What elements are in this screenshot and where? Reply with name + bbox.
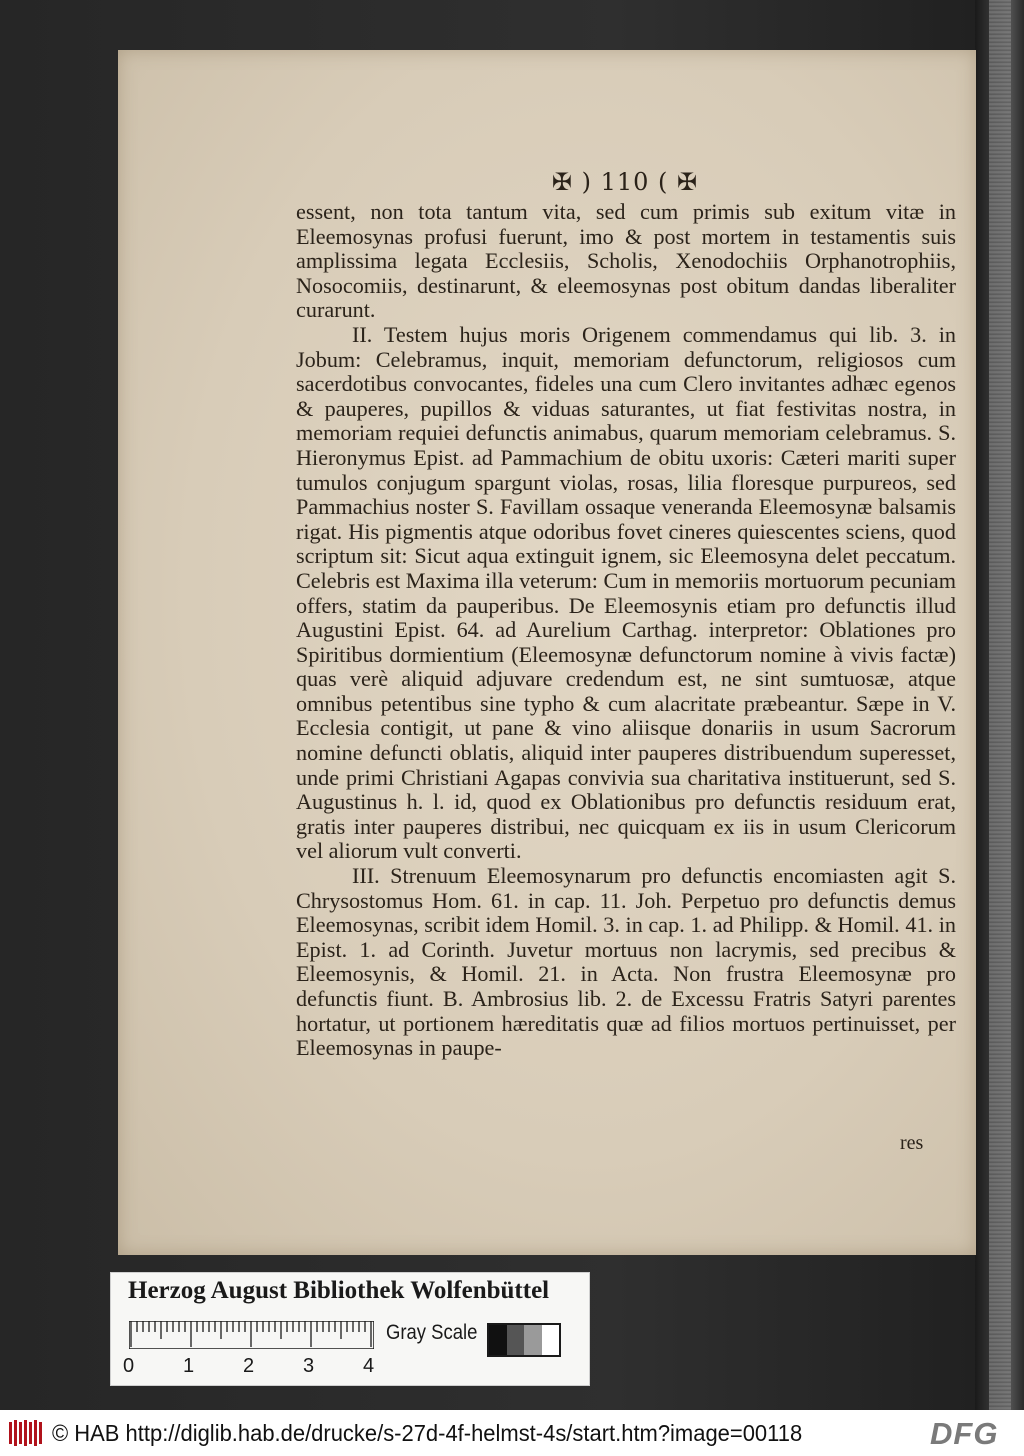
book-edge-texture — [989, 0, 1011, 1410]
source-url[interactable]: © HAB http://diglib.hab.de/drucke/s-27d-4f-helmst-4s/start.htm?image=00118 — [52, 1420, 803, 1446]
scale-ruler-icon — [129, 1321, 374, 1349]
book-edge-strip — [975, 0, 1024, 1410]
gray-scale-swatches — [487, 1323, 561, 1357]
ruler-number-1: 1 — [183, 1355, 195, 1377]
gray-swatch-2 — [507, 1325, 525, 1355]
ruler-numbers — [123, 1355, 383, 1379]
ruler-number-0: 0 — [123, 1355, 135, 1377]
library-title: Herzog August Bibliothek Wolfenbüttel — [128, 1277, 550, 1304]
paragraph-2: II. Testem hujus moris Origenem commendamus qui lib. 3. in Jobum: Celebramus, inquit, memoriam defunctorum, religiosos cum sacerdotibus convocantes, fideles una cum Clero invitantes adhæc egenos & pauperes, pupillos & viduas saturantes, ut fiat festivitas nostra, in memoriam requiei defunctis animabus, quarum memoriam celebramus. S. Hieronymus Epist. ad Pammachium de obitu uxoris: Cæteri mariti super tumulos conjugum spargunt violas, rosas, lilia floresque purpureos, sed Pammachius noster S. Favillam ossaque veneranda Eleemosynæ balsamis rigat. His pigmentis atque odoribus fovet cineres quiescentes sciens, quod scriptum sit: Sicut aqua extinguit ignem, sic Eleemosyna delet peccatum. Celebris est Maxima illa veterum: Cum in memoriis mortuorum pecuniam offers, statim da pauperibus. De Eleemosynis etiam pro defunctis illud Augustini Epist. 64. ad Aurelium Carthag. interpretor: Oblationes pro Spiritibus dormientium (Eleemosynæ defunctorum nomine à vivis factæ) quas verè aliquid adjuvare credendum est, ne sint sumtuosæ, atque omnibus petentibus sine typho & cum alacritate præbeantur. Sæpe in V. Ecclesia contigit, ut pane & vino aliisque donariis in usum Sacrorum nomine defuncti oblatis, aliquid inter pauperes distribuendum superesset, unde primi Christiani Agapas convivia sua charitativa instituerunt, sed S. Augustinus h. l. id, quod ex Oblationibus pro defunctis residuum erat, gratis inter pauperes distribui, nec quicquam ex iis in usum Clericorum vel aliorum vult converti. — [296, 321, 956, 864]
ruler-number-3: 3 — [303, 1355, 315, 1377]
gray-swatch-1 — [489, 1325, 507, 1355]
paragraph-3: III. Strenuum Eleemosynarum pro defunctis encomiasten agit S. Chrysostomus Hom. 61. in cap. 11. Joh. Perpetuo pro defunctis demus Eleemosynas, scribit idem Homil. 3. in cap. 1. ad Philipp. & Homil. 41. in Epist. 1. ad Corinth. Juvetur mortuus non lacrymis, sed precibus & Eleemosynis, & Homil. 21. in Acta. Non frustra Eleemosynæ pro defunctis fiunt. B. Ambrosius lib. 2. de Excessu Fratris Satyri parentes hortatur, ut portionem hæreditatis quæ ad filios mortuos pertinuisset, per Eleemosynas in paupe- — [296, 863, 956, 1061]
gray-swatch-3 — [524, 1325, 542, 1355]
gray-scale-label: Gray Scale — [386, 1321, 478, 1344]
gray-swatch-4 — [542, 1325, 560, 1355]
footer-bar — [0, 1410, 1024, 1456]
paragraph-1: essent, non tota tantum vita, sed cum primis sub exitum vitæ in Eleemosynas profusi fuerunt, imo & post mortem in testamentis suis amplissima legata Ecclesiis, Scholis, Xenodochiis Orphanotrophiis, Nosocomiis, destinarunt, & eleemosynas post obitum dandas liberaliter curarunt. — [296, 199, 956, 323]
ruler-number-4: 4 — [363, 1355, 375, 1377]
ruler-number-2: 2 — [243, 1355, 255, 1377]
catchword: res — [900, 1132, 924, 1154]
dfg-logo: DFG — [930, 1416, 999, 1451]
page-text — [296, 200, 956, 1061]
hab-logo-icon — [8, 1418, 44, 1448]
library-label-card — [110, 1272, 590, 1386]
page-number: ✠ ) 110 ( ✠ — [551, 168, 699, 196]
